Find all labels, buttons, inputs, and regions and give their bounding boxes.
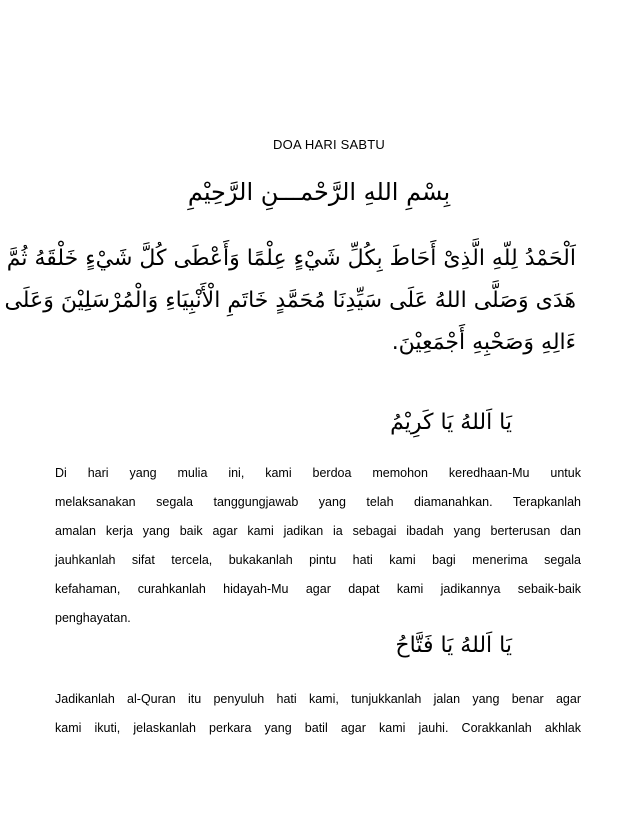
basmala: بِسْمِ اللهِ الرَّحْمـــنِ الرَّحِيْمِ	[187, 178, 451, 206]
paragraph-line: kami ikuti, jelaskanlah perkara yang batil agar kami jauhi. Corakkanlah akhlak	[55, 721, 581, 735]
invocation-ya-allah-ya-fattah: يَا اَللهُ يَا فَتَّاحُ	[395, 633, 512, 658]
paragraph-line: Di hari yang mulia ini, kami berdoa memohon keredhaan-Mu untuk	[55, 466, 581, 480]
paragraph-line: melaksanakan segala tanggungjawab yang telah diamanahkan. Terapkanlah	[55, 495, 581, 509]
invocation-ya-allah-ya-karim: يَا اَللهُ يَا كَرِيْمُ	[390, 410, 512, 435]
paragraph-line: amalan kerja yang baik agar kami jadikan ia sebagai ibadah yang berterusan dan	[55, 524, 581, 538]
opening-prayer	[4, 238, 576, 364]
paragraph-line: Jadikanlah al-Quran itu penyuluh hati kami, tunjukkanlah jalan yang benar agar	[55, 692, 581, 706]
opening-prayer-line: ءَالِهِ وَصَحْبِهِ أَجْمَعِيْنَ.	[391, 330, 576, 355]
opening-prayer-line: اَلْحَمْدُ لِلّهِ الَّذِىْ أَحَاطَ بِكُلِّ شَيْءٍ عِلْمًا وَأَعْطَى كُلَّ شَيْءٍ خَلْقَهُ ثُمَّ	[6, 246, 576, 271]
paragraph-line: kefahaman, curahkanlah hidayah-Mu agar dapat kami jadikannya sebaik-baik	[55, 582, 581, 596]
page-title: DOA HARI SABTU	[273, 137, 385, 152]
opening-prayer-line: هَدَى وَصَلَّى اللهُ عَلَى سَيِّدِنَا مُحَمَّدٍ خَاتَمِ الْأَنْبِيَاءِ وَالْمُرْسَلِيْنَ وَعَلَى	[4, 288, 576, 313]
prayer-paragraph-1	[55, 465, 581, 639]
paragraph-line: jauhkanlah sifat tercela, bukakanlah pintu hati kami bagi menerima segala	[55, 553, 581, 567]
prayer-paragraph-2	[55, 691, 581, 749]
paragraph-line: penghayatan.	[55, 611, 131, 625]
